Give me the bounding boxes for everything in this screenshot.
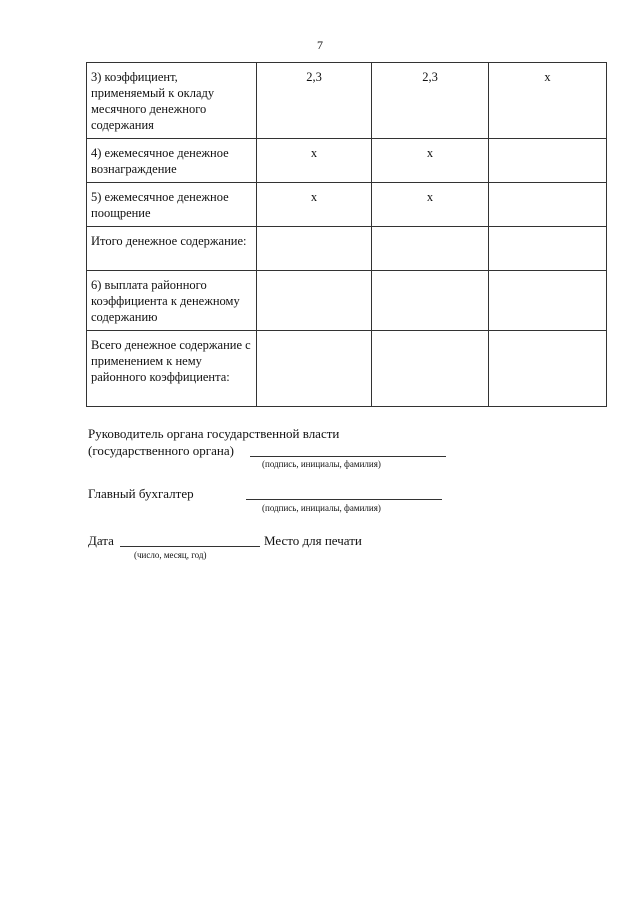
table-row <box>87 139 607 183</box>
table-cell <box>372 271 489 331</box>
table-cell <box>372 227 489 271</box>
table-cell <box>489 139 607 183</box>
row-label: 3) коэффициент, применяемый к окладу месячного денежного содержания <box>87 63 257 139</box>
table-cell <box>372 331 489 407</box>
table-cell: x <box>372 183 489 227</box>
date-line[interactable] <box>120 546 260 547</box>
accountant-signature-hint: (подпись, инициалы, фамилия) <box>262 503 381 513</box>
head-signature-hint: (подпись, инициалы, фамилия) <box>262 459 381 469</box>
table-cell: x <box>257 139 372 183</box>
table-cell <box>257 331 372 407</box>
page-number: 7 <box>317 38 323 52</box>
table-cell <box>257 271 372 331</box>
accountant-label: Главный бухгалтер <box>88 486 194 501</box>
row-label: 5) ежемесячное денежное поощрение <box>87 183 257 227</box>
table-cell: x <box>489 63 607 139</box>
row-label: Итого денежное содержание: <box>87 227 257 271</box>
row-label: Всего денежное содержание с применением к нему районного коэффициента: <box>87 331 257 407</box>
table-cell <box>489 271 607 331</box>
table-cell <box>489 331 607 407</box>
head-title-line1: Руководитель органа государственной власти <box>88 426 340 441</box>
table-row <box>87 271 607 331</box>
table-cell: x <box>257 183 372 227</box>
head-signature-line[interactable] <box>250 456 446 457</box>
table-cell: 2,3 <box>372 63 489 139</box>
table-row <box>87 63 607 139</box>
table-cell <box>489 227 607 271</box>
table-cell <box>257 227 372 271</box>
table-cell: 2,3 <box>257 63 372 139</box>
table-row <box>87 183 607 227</box>
row-label: 6) выплата районного коэффициента к денежному содержанию <box>87 271 257 331</box>
head-title-line2: (государственного органа) <box>88 443 234 458</box>
table-row <box>87 331 607 407</box>
accountant-signature-line[interactable] <box>246 499 442 500</box>
date-hint: (число, месяц, год) <box>134 550 207 560</box>
date-label: Дата <box>88 533 114 548</box>
row-label: 4) ежемесячное денежное вознаграждение <box>87 139 257 183</box>
stamp-place-label: Место для печати <box>264 533 362 548</box>
allowance-table <box>86 62 607 407</box>
table-cell: x <box>372 139 489 183</box>
table-cell <box>489 183 607 227</box>
table-row <box>87 227 607 271</box>
